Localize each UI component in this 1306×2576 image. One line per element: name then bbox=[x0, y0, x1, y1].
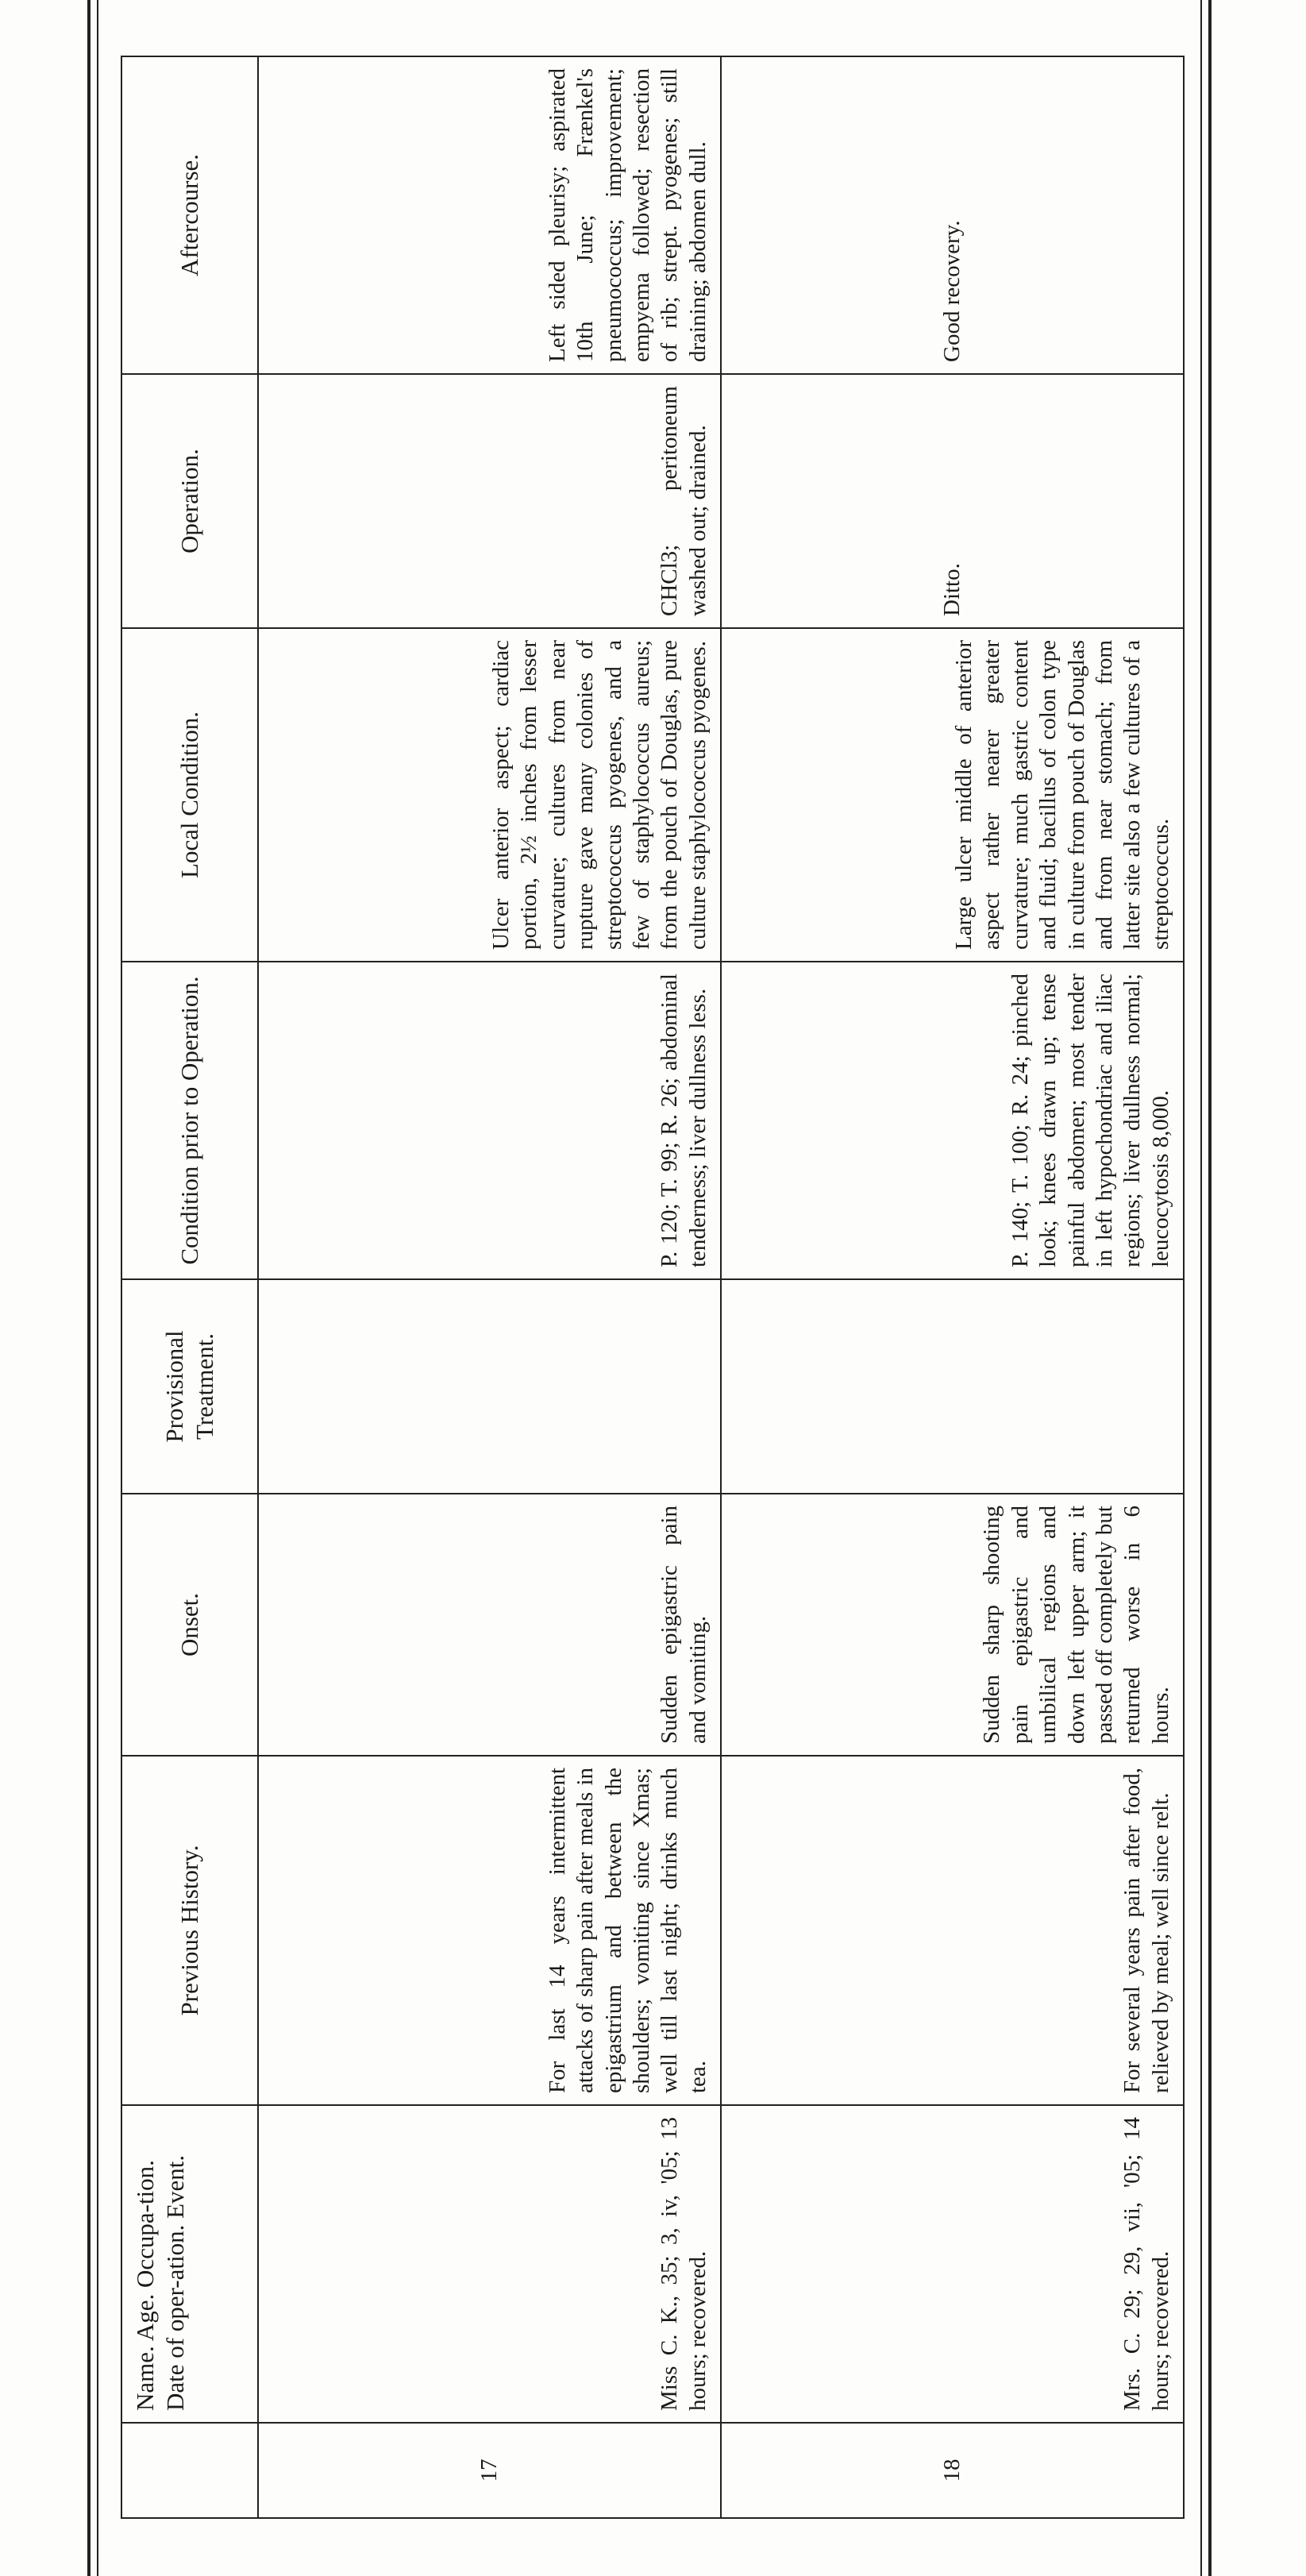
case-operation: CHCl3; peritoneum washed out; drained. bbox=[258, 374, 721, 628]
header-provisional-treatment: Provisional Treatment. bbox=[121, 1279, 258, 1494]
case-number: 17 bbox=[258, 2423, 721, 2518]
header-aftercourse: Aftercourse. bbox=[121, 56, 258, 374]
header-local-condition: Local Condition. bbox=[121, 628, 258, 962]
case-table bbox=[121, 56, 1185, 2519]
case-name: Miss C. K., 35; 3, iv, '05; 13 hours; recovered. bbox=[258, 2105, 721, 2423]
case-previous-history: For last 14 years intermittent attacks of sharp pain after meals in epigastrium and between the shoulders; vomiting since Xmas; well till last night; drinks much tea. bbox=[258, 1756, 721, 2105]
outer-rule-right-thin bbox=[1200, 0, 1202, 2576]
case-number: 18 bbox=[721, 2423, 1184, 2518]
outer-rule-right bbox=[1208, 0, 1212, 2576]
case-operation: Ditto. bbox=[721, 374, 1184, 628]
header-number bbox=[121, 2423, 258, 2518]
header-operation: Operation. bbox=[121, 374, 258, 628]
table-row bbox=[721, 56, 1184, 2518]
header-onset: Onset. bbox=[121, 1494, 258, 1756]
case-onset: Sudden epigastric pain and vomiting. bbox=[258, 1494, 721, 1756]
header-previous-history: Previous History. bbox=[121, 1756, 258, 2105]
case-name: Mrs. C. 29; 29, vii, '05; 14 hours; recovered. bbox=[721, 2105, 1184, 2423]
case-previous-history: For several years pain after food, relieved by meal; well since relt. bbox=[721, 1756, 1184, 2105]
rotated-table-wrapper bbox=[121, 57, 1185, 2519]
case-provisional-treatment bbox=[258, 1279, 721, 1494]
case-aftercourse: Good recovery. bbox=[721, 56, 1184, 374]
table-row bbox=[258, 56, 721, 2518]
case-local-condition: Large ulcer middle of anterior aspect rather nearer greater curvature; much gastric content and fluid; bacillus of colon type in culture from pouch of Douglas and from near stomach; from latter site also a few cultures of a streptococcus. bbox=[721, 628, 1184, 962]
case-aftercourse: Left sided pleurisy; aspirated 10th June; Frænkel's pneumococcus; improvement; empyema followed; resection of rib; strept. pyogenes; still draining; abdomen dull. bbox=[258, 56, 721, 374]
header-name: Name. Age. Occupa-tion. Date of oper-ation. Event. bbox=[121, 2105, 258, 2423]
case-onset: Sudden sharp shooting pain epigastric and umbilical regions and down left upper arm; it passed off completely but returned worse in 6 hours. bbox=[721, 1494, 1184, 1756]
case-condition-prior: P. 120; T. 99; R. 26; abdominal tenderness; liver dullness less. bbox=[258, 962, 721, 1279]
outer-rule-left-thin bbox=[97, 0, 98, 2576]
case-local-condition: Ulcer anterior aspect; cardiac portion, 2½ inches from lesser curvature; cultures from near rupture gave many colonies of streptococcus pyogenes, and a few of staphylococcus aureus; from the pouch of Douglas, pure culture staphylococcus pyogenes. bbox=[258, 628, 721, 962]
header-condition-prior: Condition prior to Operation. bbox=[121, 962, 258, 1279]
outer-rule-left bbox=[87, 0, 91, 2576]
case-provisional-treatment bbox=[721, 1279, 1184, 1494]
case-condition-prior: P. 140; T. 100; R. 24; pinched look; knees drawn up; tense painful abdomen; most tender in left hypochondriac and iliac regions; liver dullness normal; leucocytosis 8,000. bbox=[721, 962, 1184, 1279]
header-row bbox=[121, 56, 258, 2518]
